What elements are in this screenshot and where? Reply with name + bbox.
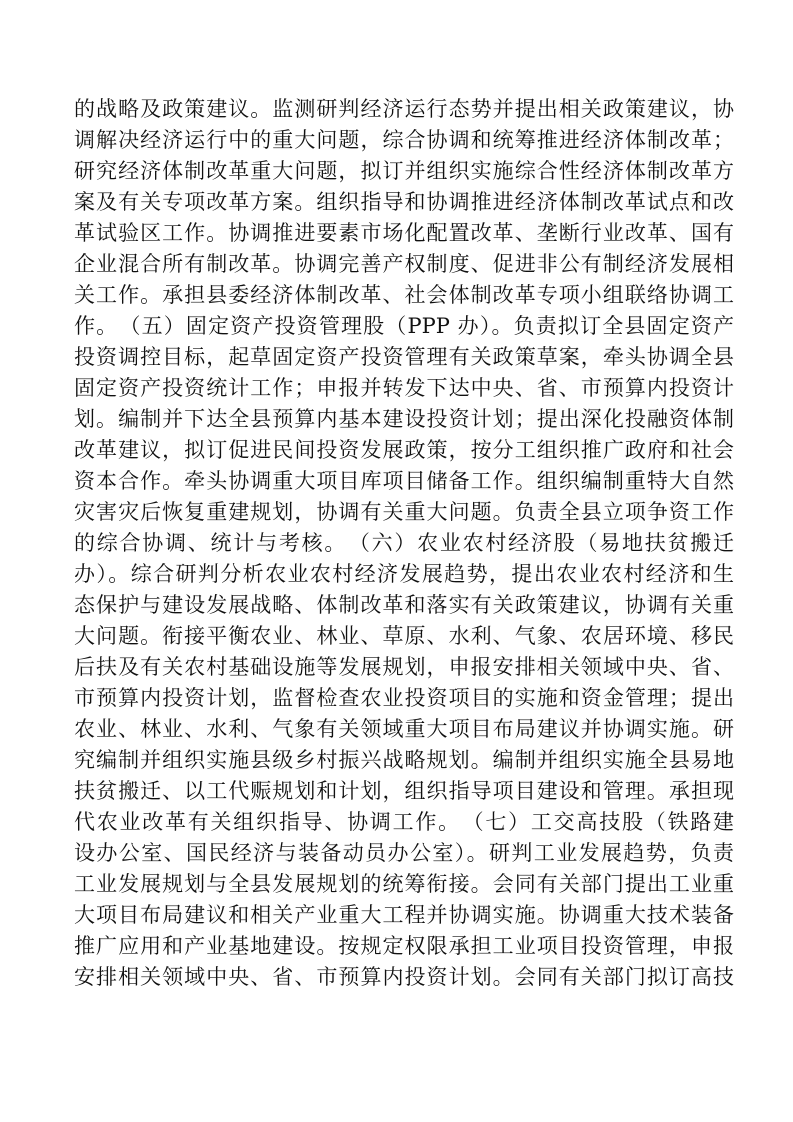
- text-line-13: 资本合作。牵头协调重大项目库项目储备工作。组织编制重特大自然: [74, 469, 734, 493]
- text-line-7: 关工作。承担县委经济体制改革、社会体制改革专项小组联络协调工: [74, 283, 734, 307]
- text-line-2: 调解决经济运行中的重大问题，综合协调和统筹推进经济体制改革；: [74, 128, 734, 152]
- text-line-5: 革试验区工作。协调推进要素市场化配置改革、垄断行业改革、国有: [74, 221, 734, 245]
- text-line-25: 设办公室、国民经济与装备动员办公室）。研判工业发展趋势，负责: [74, 841, 734, 865]
- text-line-9: 投资调控目标，起草固定资产投资管理有关政策草案，牵头协调全县: [74, 345, 734, 369]
- text-line-1: 的战略及政策建议。监测研判经济运行态势并提出相关政策建议，协: [74, 97, 734, 121]
- body-text: [74, 94, 734, 993]
- text-line-20: 市预算内投资计划，监督检查农业投资项目的实施和资金管理；提出: [74, 686, 734, 710]
- text-line-21: 农业、林业、水利、气象有关领域重大项目布局建议并协调实施。研: [74, 717, 734, 741]
- text-line-11: 划。编制并下达全县预算内基本建设投资计划；提出深化投融资体制: [74, 407, 734, 431]
- text-line-6: 企业混合所有制改革。协调完善产权制度、促进非公有制经济发展相: [74, 252, 734, 276]
- text-line-23: 扶贫搬迁、以工代赈规划和计划，组织指导项目建设和管理。承担现: [74, 779, 734, 803]
- text-line-15: 的综合协调、统计与考核。 （六）农业农村经济股（易地扶贫搬迁: [74, 531, 734, 555]
- text-line-26: 工业发展规划与全县发展规划的统筹衔接。会同有关部门提出工业重: [74, 872, 734, 896]
- text-line-17: 态保护与建设发展战略、体制改革和落实有关政策建议，协调有关重: [74, 593, 734, 617]
- text-line-28: 推广应用和产业基地建设。按规定权限承担工业项目投资管理，申报: [74, 934, 734, 958]
- text-line-22: 究编制并组织实施县级乡村振兴战略规划。编制并组织实施全县易地: [74, 748, 734, 772]
- text-line-19: 后扶及有关农村基础设施等发展规划，申报安排相关领域中央、省、: [74, 655, 734, 679]
- text-line-24: 代农业改革有关组织指导、协调工作。 （七）工交高技股（铁路建: [74, 810, 734, 834]
- text-line-12: 改革建议，拟订促进民间投资发展政策，按分工组织推广政府和社会: [74, 438, 734, 462]
- text-line-16: 办）。综合研判分析农业农村经济发展趋势，提出农业农村经济和生: [74, 562, 734, 586]
- text-line-29: 安排相关领域中央、省、市预算内投资计划。会同有关部门拟订高技: [74, 965, 734, 989]
- text-line-27: 大项目布局建议和相关产业重大工程并协调实施。协调重大技术装备: [74, 903, 734, 927]
- text-line-14: 灾害灾后恢复重建规划，协调有关重大问题。负责全县立项争资工作: [74, 500, 734, 524]
- text-line-3: 研究经济体制改革重大问题，拟订并组织实施综合性经济体制改革方: [74, 159, 734, 183]
- text-line-10: 固定资产投资统计工作；申报并转发下达中央、省、市预算内投资计: [74, 376, 734, 400]
- text-line-4: 案及有关专项改革方案。组织指导和协调推进经济体制改革试点和改: [74, 190, 734, 214]
- text-line-8: 作。 （五）固定资产投资管理股（PPP 办）。负责拟订全县固定资产: [74, 314, 734, 338]
- text-line-18: 大问题。衔接平衡农业、林业、草原、水利、气象、农居环境、移民: [74, 624, 734, 648]
